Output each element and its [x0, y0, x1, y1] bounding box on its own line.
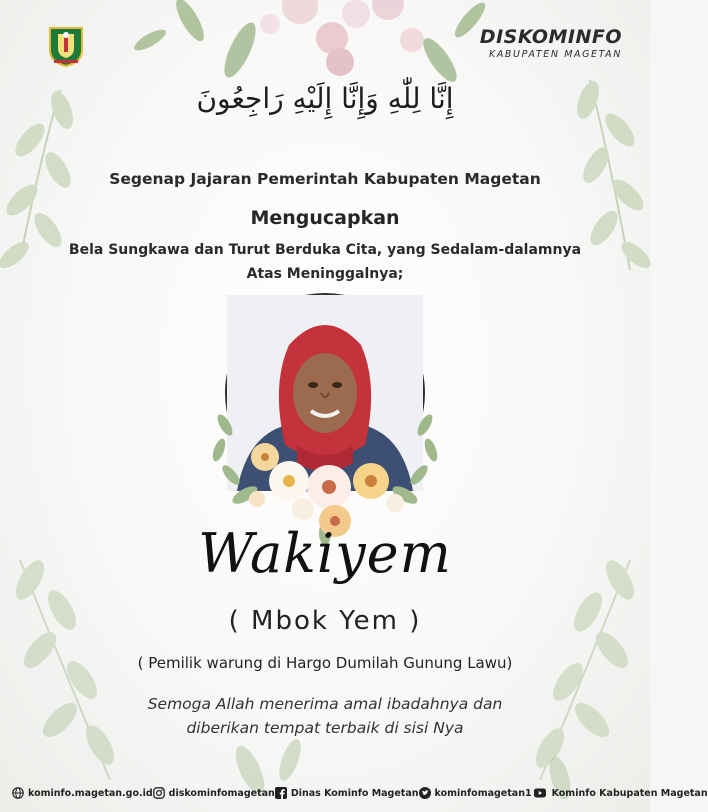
website-link[interactable]: kominfo.magetan.go.id: [28, 787, 153, 799]
footer-youtube[interactable]: [532, 787, 708, 799]
globe-icon: [12, 787, 24, 799]
prayer-line-1: Semoga Allah menerima amal ibadahnya dan: [147, 695, 503, 713]
deceased-description: ( Pemilik warung di Hargo Dumilah Gunung Lawu): [137, 654, 513, 672]
footer-facebook[interactable]: [275, 787, 419, 799]
expression-heading: Mengucapkan: [250, 207, 400, 229]
government-line: Segenap Jajaran Pemerintah Kabupaten Magetan: [109, 170, 541, 188]
footer-instagram[interactable]: [153, 787, 275, 799]
footer-twitter[interactable]: [419, 787, 532, 799]
magetan-emblem-icon: [46, 24, 86, 68]
instagram-icon: [153, 787, 165, 799]
prayer-line-2: diberikan tempat terbaik di sisi Nya: [186, 719, 464, 737]
facebook-icon: [275, 787, 287, 799]
condolence-message: [0, 238, 650, 286]
deceased-name: Wakiyem: [198, 522, 452, 585]
prayer-text: [0, 692, 650, 740]
youtube-link[interactable]: Kominfo Kabupaten Magetan: [551, 787, 708, 799]
brand-name: DISKOMINFO: [479, 26, 622, 48]
arabic-verse: إِنَّا لِلّٰهِ وَإِنَّا إِلَيْهِ رَاجِعُونَ: [196, 82, 454, 115]
twitter-icon: [419, 787, 431, 799]
instagram-link[interactable]: diskominfomagetan: [168, 787, 275, 799]
youtube-icon: [532, 787, 548, 799]
brand-subtitle: KABUPATEN MAGETAN: [489, 49, 622, 60]
facebook-link[interactable]: Dinas Kominfo Magetan: [290, 787, 419, 799]
twitter-link[interactable]: kominfomagetan1: [434, 787, 532, 799]
deceased-nickname: ( Mbok Yem ): [228, 606, 422, 636]
condolence-line-1: Bela Sungkawa dan Turut Berduka Cita, yang Sedalam-dalamnya: [68, 242, 582, 258]
condolence-line-2: Atas Meninggalnya;: [246, 266, 404, 282]
diskominfo-brand: [480, 26, 622, 60]
footer-website[interactable]: [12, 787, 153, 799]
footer-social-links: [12, 784, 708, 802]
